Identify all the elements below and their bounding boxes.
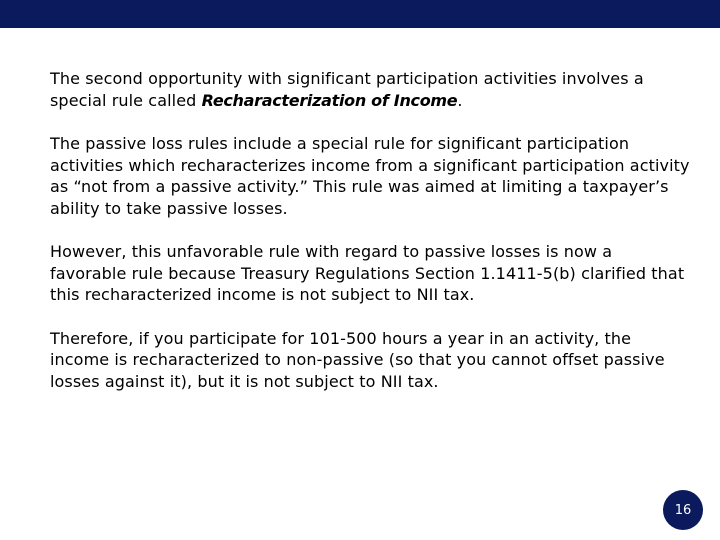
paragraph-intro <box>50 68 690 111</box>
slide-body <box>50 68 690 414</box>
paragraph-intro-period: . <box>457 90 463 110</box>
paragraph-passive-loss-rules: The passive loss rules include a special rule for significant participation activities which recharacterizes income from a significant participation activity as “not from a passive activity.” This rule was aimed at limiting a taxpayer’s ability to take passive losses. <box>50 134 690 218</box>
paragraph-conclusion: Therefore, if you participate for 101-500 hours a year in an activity, the income is recharacterized to non-passive (so that you cannot offset passive losses against it), but it is not subject to NII tax. <box>50 328 665 391</box>
paragraph-intro-text: The second opportunity with significant participation activities involves a special rule called <box>50 69 644 110</box>
header-banner <box>0 0 720 28</box>
emphasized-term: Recharacterization of Income <box>201 90 458 110</box>
paragraph-nii-regulation: However, this unfavorable rule with regard to passive losses is now a favorable rule because Treasury Regulations Section 1.1411-5(b) clarified that this recharacterized income is not subject to NII tax. <box>50 242 685 304</box>
page-number-badge: 16 <box>663 490 703 530</box>
